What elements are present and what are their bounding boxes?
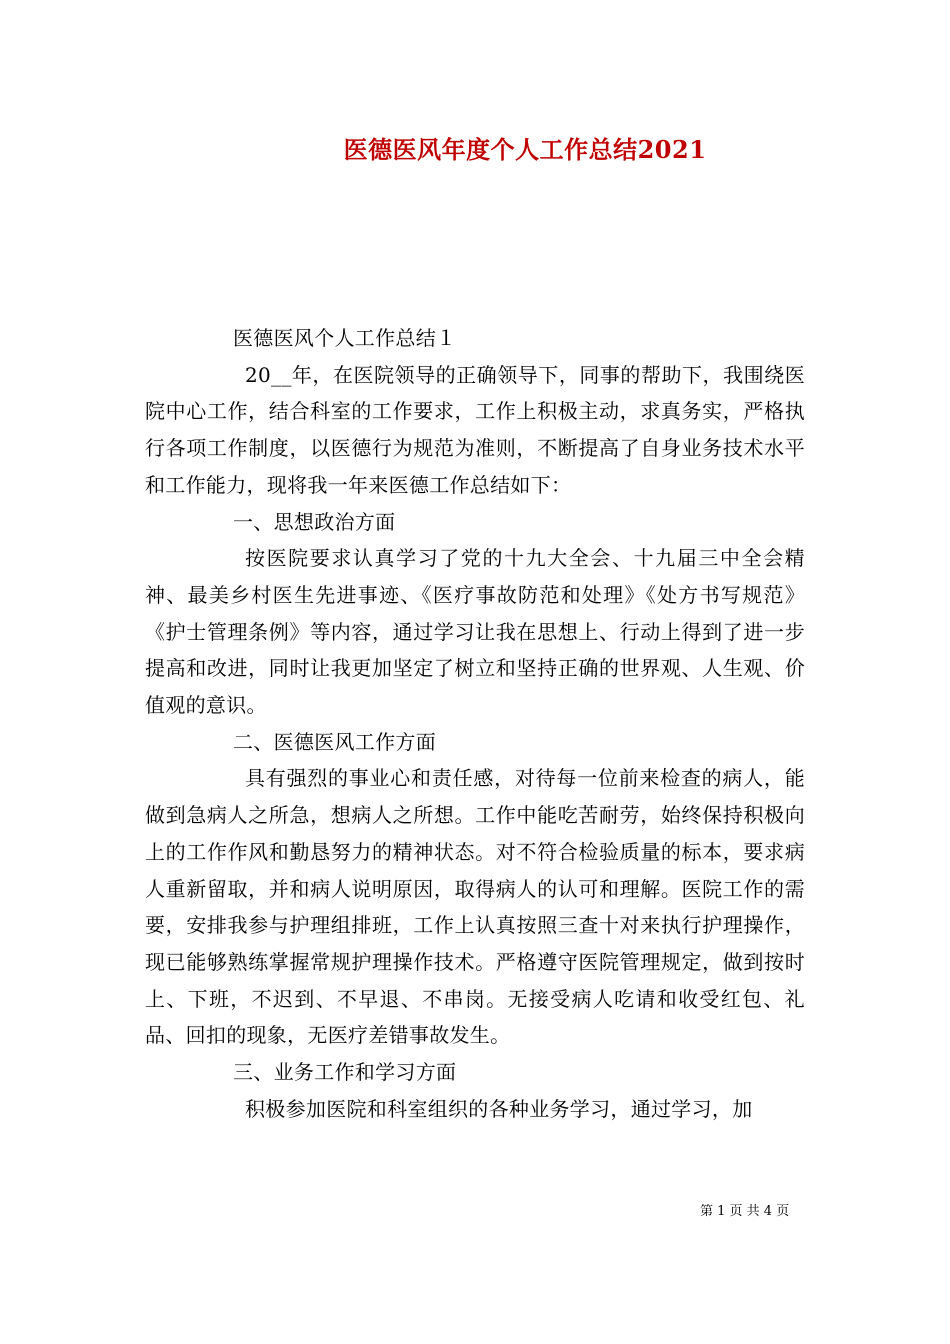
section-subheading: 医德医风个人工作总结１ (233, 326, 457, 350)
body-paragraph: 按医院要求认真学习了党的十九大全会、十九届三中全会精神、最美乡村医生先进事迹、《医疗事故防范和处理》《处方书写规范》《护士管理条例》等内容，通过学习让我在思想上、行动上得到了进一步提高和改进，同时让我更加坚定了树立和坚持正确的世界观、人生观、价值观的意识。 (145, 546, 805, 718)
body-paragraph: 20__年，在医院领导的正确领导下，同事的帮助下，我围绕医院中心工作，结合科室的工作要求，工作上积极主动，求真务实，严格执行各项工作制度，以医德行为规范为准则，不断提高了自身业务技术水平和工作能力，现将我一年来医德工作总结如下： (145, 362, 805, 497)
document-title: 医德医风年度个人工作总结2021 (343, 135, 707, 164)
section-heading: 一、思想政治方面 (233, 509, 396, 534)
body-paragraph: 积极参加医院和科室组织的各种业务学习，通过学习，加 (245, 1096, 753, 1121)
body-paragraph: 具有强烈的事业心和责任感，对待每一位前来检查的病人，能做到急病人之所急，想病人之所想。工作中能吃苦耐劳，始终保持积极向上的工作作风和勤恳努力的精神状态。对不符合检验质量的标本，要求病人重新留取，并和病人说明原因，取得病人的认可和理解。医院工作的需要，安排我参与护理组排班，工作上认真按照三查十对来执行护理操作，现已能够熟练掌握常规护理操作技术。严格遵守医院管理规定，做到按时上、下班，不迟到、不早退、不串岗。无接受病人吃请和收受红包、礼品、回扣的现象，无医疗差错事故发生。 (145, 766, 805, 1048)
document-body (145, 320, 805, 1127)
section-heading: 二、医德医风工作方面 (233, 729, 436, 754)
section-heading: 三、业务工作和学习方面 (233, 1060, 457, 1085)
page-number-footer: 第 1 页 共 4 页 (700, 1204, 790, 1219)
